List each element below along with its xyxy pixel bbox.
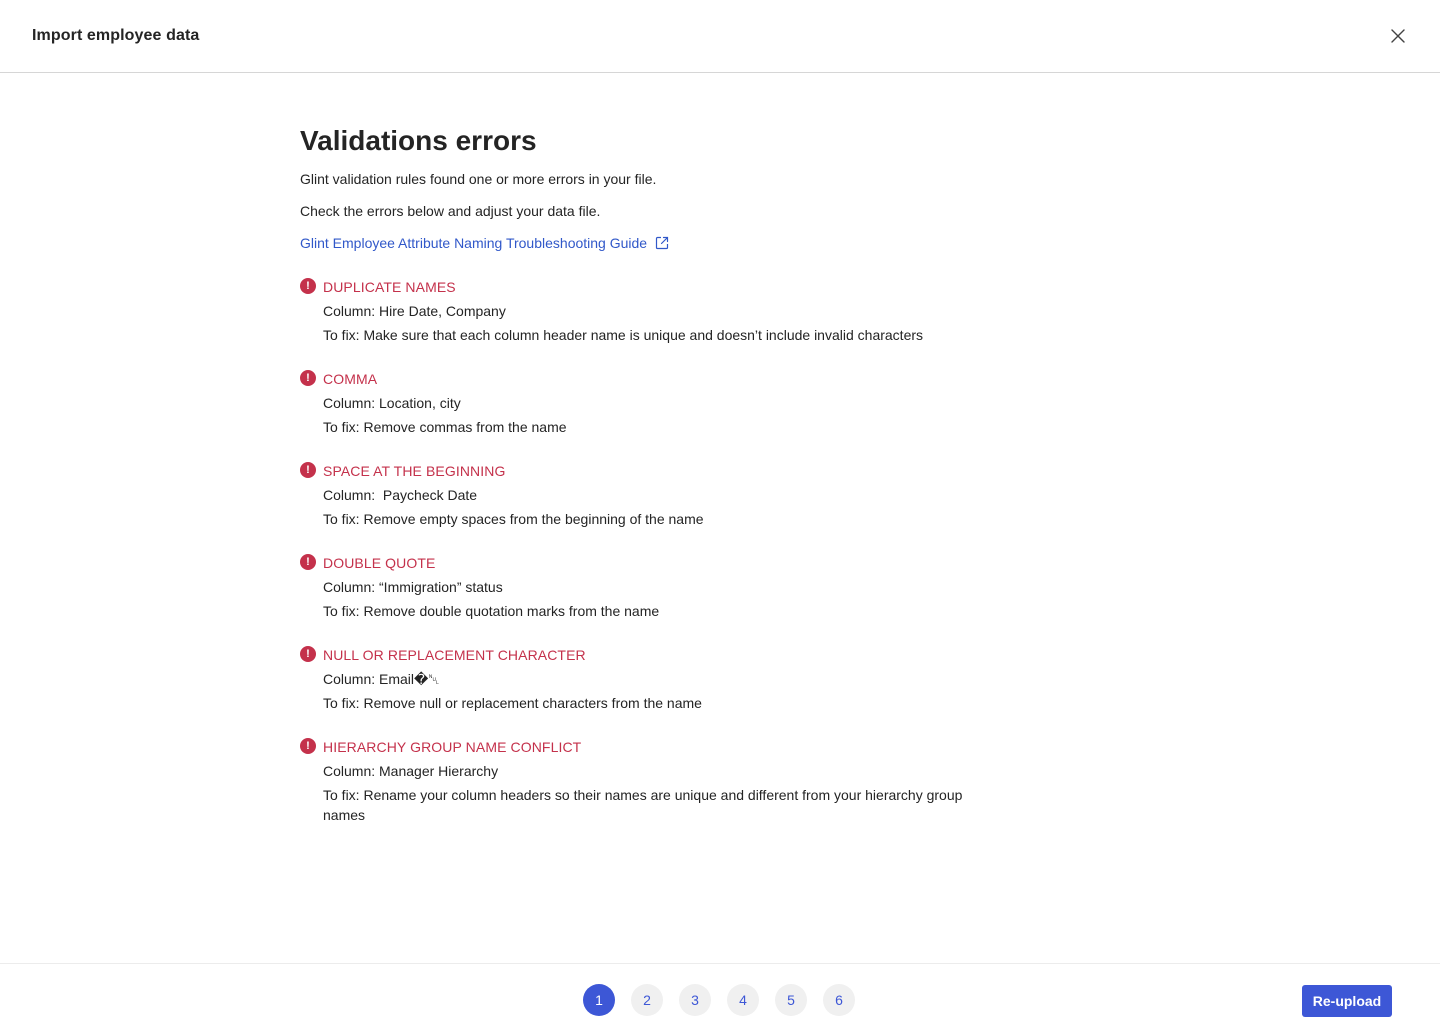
error-fix: To fix: Make sure that each column header name is unique and doesn’t include invalid characters [323, 327, 924, 343]
error-type: NULL OR REPLACEMENT CHARACTER [323, 647, 586, 663]
error-item-space-at-beginning [300, 461, 1000, 529]
guide-link-label: Glint Employee Attribute Naming Troubleshooting Guide [300, 235, 648, 251]
error-type: DOUBLE QUOTE [323, 555, 436, 571]
error-column: Column: Paycheck Date [323, 487, 478, 503]
step-3[interactable]: 3 [679, 984, 711, 1016]
error-type: COMMA [323, 371, 378, 387]
close-icon [1391, 29, 1405, 43]
error-type: DUPLICATE NAMES [323, 279, 456, 295]
error-type: HIERARCHY GROUP NAME CONFLICT [323, 739, 582, 755]
error-column: Column: “Immigration” status [323, 579, 503, 595]
error-fix: To fix: Remove double quotation marks from the name [323, 603, 660, 619]
error-fix: To fix: Rename your column headers so their names are unique and different from your hierarchy group names [323, 787, 967, 823]
step-1[interactable]: 1 [583, 984, 615, 1016]
error-item-null-character [300, 645, 1000, 713]
error-icon: ! [300, 738, 316, 754]
error-icon: ! [300, 554, 316, 570]
error-icon: ! [300, 278, 316, 294]
error-column: Column: Hire Date, Company [323, 303, 506, 319]
step-4[interactable]: 4 [727, 984, 759, 1016]
error-fix: To fix: Remove commas from the name [323, 419, 567, 435]
troubleshooting-guide-link[interactable] [300, 233, 669, 253]
error-item-hierarchy-conflict [300, 737, 1000, 825]
error-icon: ! [300, 462, 316, 478]
error-fix: To fix: Remove null or replacement characters from the name [323, 695, 702, 711]
error-icon: ! [300, 370, 316, 386]
dialog-footer [0, 963, 1440, 1036]
error-icon: ! [300, 646, 316, 662]
step-2[interactable]: 2 [631, 984, 663, 1016]
step-5[interactable]: 5 [775, 984, 807, 1016]
main-content [300, 124, 1000, 849]
error-column: Column: Manager Hierarchy [323, 763, 499, 779]
error-fix: To fix: Remove empty spaces from the beginning of the name [323, 511, 704, 527]
error-column: Column: Email�␀ [323, 671, 440, 687]
error-item-duplicate-names [300, 277, 1000, 345]
dialog-header [0, 0, 1440, 73]
dialog-title: Import employee data [32, 27, 200, 44]
external-link-icon [655, 236, 669, 250]
error-item-double-quote [300, 553, 1000, 621]
close-button[interactable] [1386, 24, 1410, 48]
error-item-comma [300, 369, 1000, 437]
instruction-text: Check the errors below and adjust your data file. [300, 203, 601, 219]
step-6[interactable]: 6 [823, 984, 855, 1016]
reupload-button[interactable]: Re-upload [1302, 985, 1392, 1017]
error-column: Column: Location, city [323, 395, 461, 411]
error-list [300, 277, 1000, 825]
intro-text: Glint validation rules found one or more errors in your file. [300, 171, 657, 187]
step-indicator [583, 984, 855, 1016]
page-title: Validations errors [300, 125, 537, 156]
error-type: SPACE AT THE BEGINNING [323, 463, 506, 479]
